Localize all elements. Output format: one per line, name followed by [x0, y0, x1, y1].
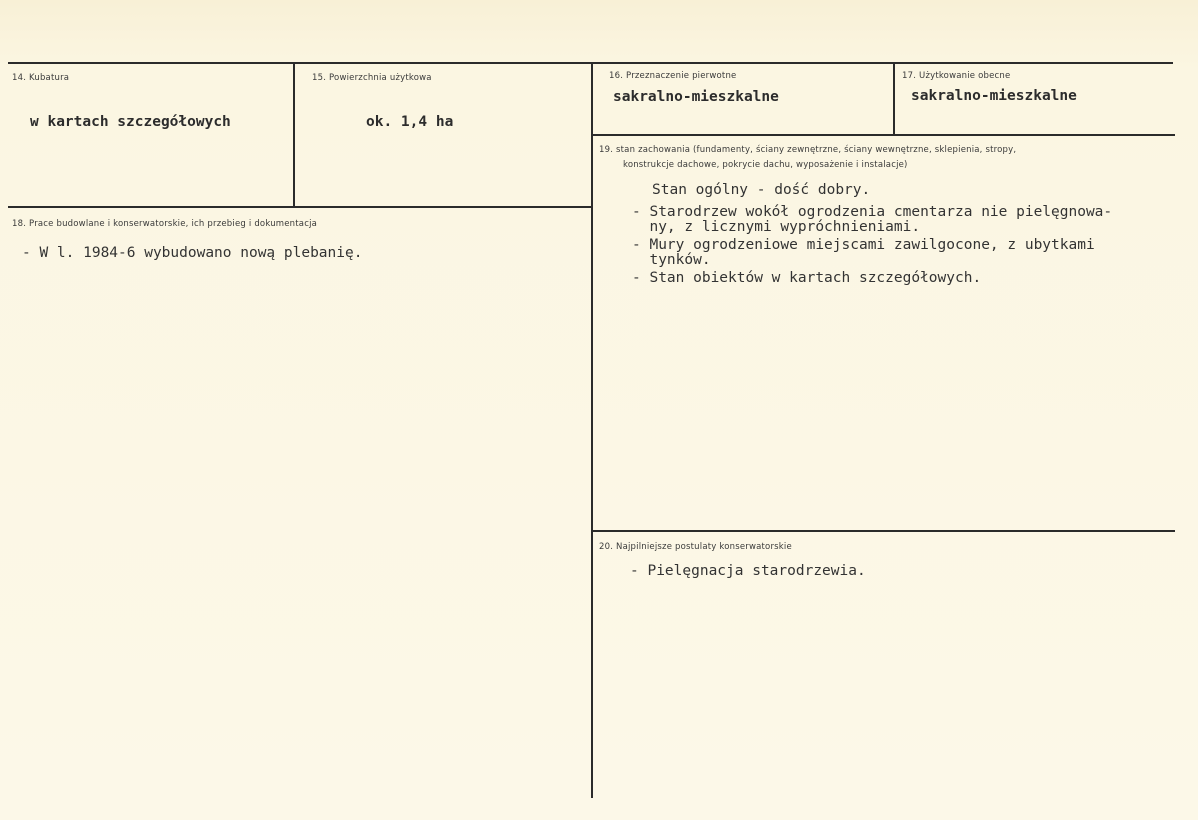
divider-14-15 — [293, 62, 295, 208]
field-19-item-2-cont: tynków. — [632, 252, 711, 268]
field-19-item-1: - Starodrzew wokół ogrodzenia cmentarza nie pielęgnowa- — [632, 204, 1113, 220]
field-18-label: 18. Prace budowlane i konserwatorskie, ich przebieg i dokumentacja — [12, 219, 318, 229]
field-20-value: - Pielęgnacja starodrzewia. — [630, 563, 866, 579]
field-16-value: sakralno-mieszkalne — [613, 89, 779, 105]
field-16-label: 16. Przeznaczenie pierwotne — [609, 71, 737, 81]
field-19-item-2: - Mury ogrodzeniowe miejscami zawilgocone, z ubytkami — [632, 237, 1095, 253]
field-20-label: 20. Najpilniejsze postulaty konserwatorskie — [599, 542, 792, 552]
rule-below-14-15 — [8, 206, 593, 208]
field-19-general-state: Stan ogólny - dość dobry. — [652, 182, 871, 198]
divider-main — [591, 62, 593, 798]
field-19-label-line-2: konstrukcje dachowe, pokrycie dachu, wyposażenie i instalacje) — [623, 160, 908, 170]
field-19-label-line-1: 19. stan zachowania (fundamenty, ściany zewnętrzne, ściany wewnętrzne, sklepienia, stropy, — [599, 145, 1017, 155]
divider-16-17 — [893, 62, 895, 136]
field-15-label: 15. Powierzchnia użytkowa — [312, 73, 432, 83]
rule-above-20 — [593, 530, 1175, 532]
field-14-value: w kartach szczegółowych — [30, 114, 231, 130]
field-14-label: 14. Kubatura — [12, 73, 70, 83]
rule-below-16-17 — [593, 134, 1175, 136]
field-19-item-1-cont: ny, z licznymi wypróchnieniami. — [632, 219, 921, 235]
field-17-label: 17. Użytkowanie obecne — [902, 71, 1011, 81]
field-19-item-3: - Stan obiektów w kartach szczegółowych. — [632, 270, 982, 286]
field-15-value: ok. 1,4 ha — [366, 114, 454, 130]
field-17-value: sakralno-mieszkalne — [911, 88, 1077, 104]
field-18-value: - W l. 1984-6 wybudowano nową plebanię. — [22, 245, 363, 261]
